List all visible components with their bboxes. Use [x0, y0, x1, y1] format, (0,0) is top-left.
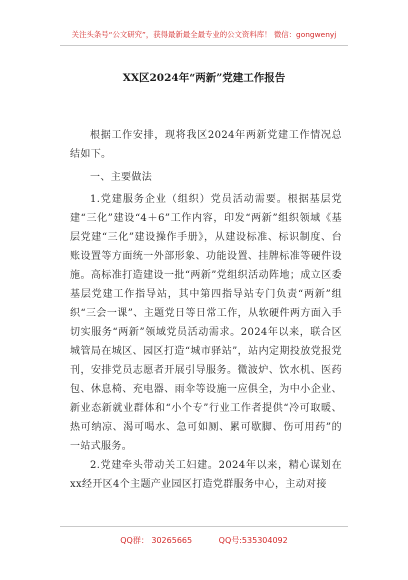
- footer-contact: [0, 535, 408, 546]
- section-heading: 一、主要做法: [90, 172, 153, 183]
- footer-qq-number: QQ号:535304092: [218, 536, 288, 545]
- body-paragraph: 1.党建服务企业（组织）党员活动需要。根据基层党建“三化”建设“4＋6”工作内容，印发“两新”组织领域《基层党建“三化”建设操作手册》，从建设标准、标识制度、台账设置等方面统一外部形象、功能设置、挂牌标准等硬件设施。高标准打造建设一批“两新”党组织活动阵地；成立区委基层党建工作指导站，其中第四指导站专门负责“两新”组织“三会一课”、主题党日等日常工作，从软硬件两方面入手切实服务“两新”领域党员活动需求。2024年以来，联合区城管局在城区、园区打造“城市驿站”，站内定期投放党报党刊，安排党员志愿者开展引导服务。微波炉、饮水机、医药包、休息椅、充电器、雨伞等设施一应俱全，为中小企业、新业态新就业群体和“小个专”行业工作者提供“冷可取暖、热可纳凉、渴可喝水、急可如厕、累可歇脚、伤可用药”的一站式服务。: [70, 194, 342, 452]
- header-banner: 关注头条号“公文研究”，获得最新最全最专业的公文资料库！ 微信：gongwenyj: [71, 30, 337, 39]
- body-paragraph: 2.党建牵头带动关工妇建。2024年以来，精心谋划在xx经开区4个主题产业园区打造党群服务中心，主动对接: [70, 460, 342, 490]
- document-body: [70, 126, 342, 494]
- document-title: XX区2024年“两新”党建工作报告: [122, 72, 286, 84]
- header-divider: [60, 45, 348, 46]
- intro-paragraph: 根据工作安排，现将我区2024年两新党建工作情况总结如下。: [70, 130, 342, 160]
- footer-qq-group: QQ群： 30265665: [120, 536, 193, 545]
- footer-divider: [60, 526, 348, 527]
